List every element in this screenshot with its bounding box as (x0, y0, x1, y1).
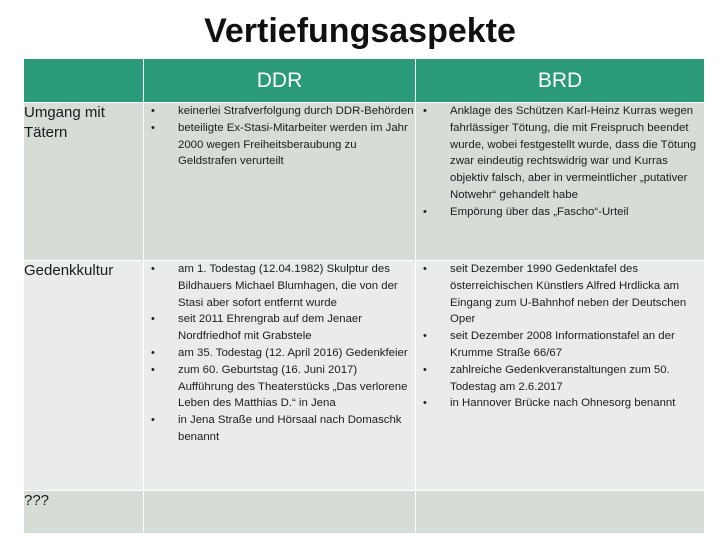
header-brd: BRD (416, 59, 705, 103)
bullet-list (416, 103, 704, 221)
table-row (24, 491, 705, 534)
list-item (144, 120, 415, 170)
header-corner-cell (24, 59, 144, 103)
list-item-text: keinerlei Strafverfolgung durch DDR-Behörden (178, 105, 414, 117)
comparison-table (23, 58, 705, 534)
list-item (144, 103, 415, 120)
list-item-text: seit Dezember 1990 Gedenktafel des österreichischen Künstlers Alfred Hrdlicka am Eingang zum U-Bahnhof neben der Deutschen Oper (450, 263, 687, 326)
row-label: ??? (24, 491, 144, 534)
list-item (416, 395, 704, 412)
bullet-icon: • (423, 363, 427, 376)
list-item-text: in Jena Straße und Hörsaal nach Domaschk benannt (178, 414, 402, 443)
bullet-icon: • (151, 346, 155, 359)
list-item (416, 103, 704, 204)
bullet-icon: • (151, 105, 155, 117)
list-item-text: am 35. Todestag (12. April 2016) Gedenkfeier (178, 346, 408, 359)
bullet-icon: • (151, 363, 155, 376)
list-item (144, 362, 415, 412)
list-item-text: Anklage des Schützen Karl-Heinz Kurras wegen fahrlässiger Tötung, die mit Freispruch beendet wurde, wobei festgestellt wurde, dass die Tötung zwar eindeutig rechtswidrig war und Kurras objektiv falsch, aber in vermeintlicher „putativer Notwehr“ gehandelt habe (450, 105, 697, 201)
list-item-text: zahlreiche Gedenkveranstaltungen zum 50. Todestag am 2.6.2017 (450, 363, 670, 393)
list-item (144, 412, 415, 446)
slide-title: Vertiefungsaspekte (204, 12, 516, 50)
list-item (416, 261, 704, 328)
bullet-icon: • (423, 330, 427, 343)
bullet-list (144, 261, 415, 446)
table-row (24, 261, 705, 491)
bullet-icon: • (151, 313, 155, 326)
list-item-text: zum 60. Geburtstag (16. Juni 2017) Aufführung des Theaterstücks „Das verlorene Leben des Matthias D.“ in Jena (178, 363, 408, 410)
bullet-list (416, 261, 704, 412)
table-header-row (24, 59, 705, 103)
bullet-icon: • (423, 263, 427, 275)
list-item (144, 311, 415, 345)
header-ddr: DDR (144, 59, 416, 103)
bullet-icon: • (151, 121, 155, 134)
list-item-text: am 1. Todestag (12.04.1982) Skulptur des Bildhauers Michael Blumhagen, die von der Stasi aber sofort entfernt wurde (178, 263, 398, 309)
list-item (416, 362, 704, 396)
bullet-icon: • (423, 205, 427, 218)
list-item-text: seit Dezember 2008 Informationstafel an der Krumme Straße 66/67 (450, 330, 675, 359)
list-item-text: in Hannover Brücke nach Ohnesorg benannt (450, 397, 676, 410)
bullet-icon: • (423, 397, 427, 410)
list-item (416, 328, 704, 362)
list-item-text: Empörung über das „Fascho“-Urteil (450, 205, 629, 218)
list-item (144, 261, 415, 311)
brd-cell (416, 261, 705, 491)
ddr-cell (144, 103, 416, 261)
brd-cell (416, 491, 705, 534)
row-label: Umgang mit Tätern (24, 103, 144, 261)
row-label: Gedenkkultur (24, 261, 144, 491)
list-item-text: beteiligte Ex-Stasi-Mitarbeiter werden im Jahr 2000 wegen Freiheitsberaubung zu Geldstrafen verurteilt (178, 121, 408, 168)
table-row (24, 103, 705, 261)
ddr-cell (144, 261, 416, 491)
list-item (144, 345, 415, 362)
bullet-icon: • (151, 414, 155, 427)
bullet-icon: • (151, 263, 155, 275)
brd-cell (416, 103, 705, 261)
bullet-icon: • (423, 105, 427, 117)
list-item-text: seit 2011 Ehrengrab auf dem Jenaer Nordfriedhof mit Grabstele (178, 313, 363, 343)
list-item (416, 204, 704, 221)
bullet-list (144, 103, 415, 170)
ddr-cell (144, 491, 416, 534)
